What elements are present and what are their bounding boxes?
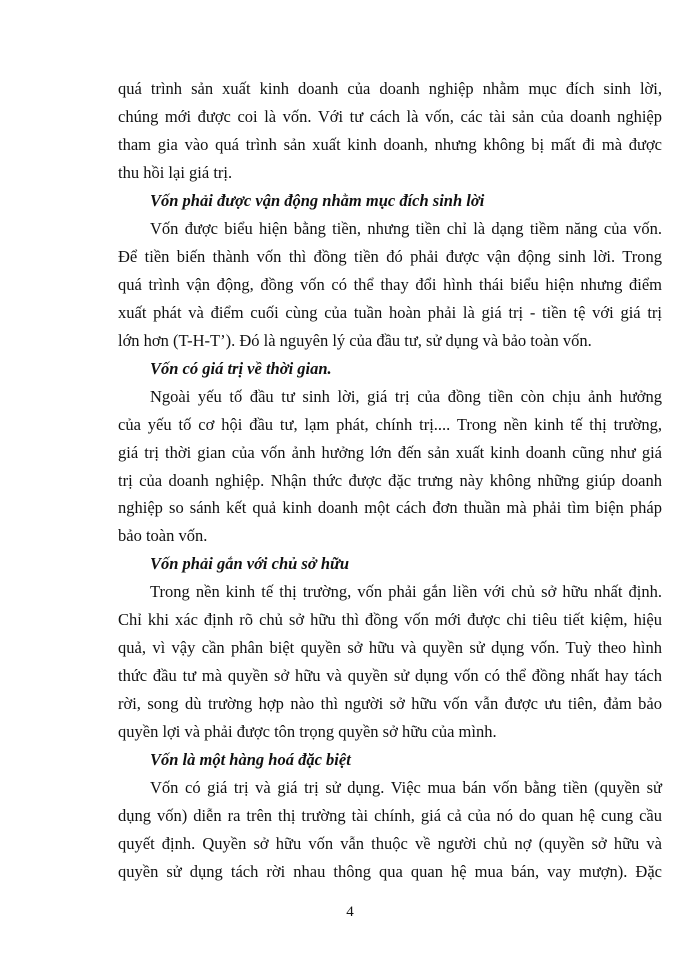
paragraph-line: thức đầu tư mà quyền sở hữu và quyền sử dụng vốn có thể đồng nhất hay tách [118,666,662,685]
section-heading: Vốn phải gắn với chủ sở hữu [150,554,350,573]
paragraph-line: quyền lợi và phải được tôn trọng quyền sở hữu của mình. [118,722,497,741]
paragraph-line: quyết định. Quyền sở hữu vốn vẫn thuộc về người chủ nợ (quyền sở hữu và [118,834,662,853]
paragraph-line: Ngoài yếu tố đầu tư sinh lời, giá trị của đồng tiền còn chịu ảnh hưởng [150,387,662,406]
page-number: 4 [346,904,354,920]
paragraph-line: chúng mới được coi là vốn. Với tư cách là vốn, các tài sản của doanh nghiệp [118,107,662,126]
paragraph-line: quá trình sản xuất kinh doanh của doanh nghiệp nhằm mục đích sinh lời, [118,79,662,98]
paragraph-line: rời, song dù trường hợp nào thì người sở hữu vốn vẫn được ưu tiên, đảm bảo [118,694,662,713]
paragraph-line: thu hồi lại giá trị. [118,163,233,182]
section-heading: Vốn có giá trị về thời gian. [150,359,332,378]
paragraph-line: Vốn được biểu hiện bằng tiền, nhưng tiền chỉ là dạng tiềm năng của vốn. [150,219,662,238]
paragraph-line: nghiệp so sánh kết quả kinh doanh một cách đơn thuần mà phải tìm biện pháp [118,498,662,517]
paragraph-line: của yếu tố cơ hội đầu tư, lạm phát, chính trị.... Trong nền kinh tế thị trường, [118,415,662,434]
paragraph-line: giá trị thời gian của vốn ảnh hưởng lớn đến sản xuất kinh doanh cũng như giá [118,443,662,462]
paragraph-line: tham gia vào quá trình sản xuất kinh doanh, nhưng không bị mất đi mà được [118,135,662,154]
paragraph-line: quá trình vận động, đồng vốn có thể thay đổi hình thái biểu hiện nhưng điểm [118,275,662,294]
paragraph-line: Vốn có giá trị và giá trị sử dụng. Việc mua bán vốn bằng tiền (quyền sử [150,778,662,797]
paragraph-line: dụng vốn) diễn ra trên thị trường tài chính, giá cả của nó do quan hệ cung cầu [118,806,662,825]
paragraph-line: xuất phát và điểm cuối cùng của tuần hoàn phải là giá trị - tiền tệ với giá trị [118,303,662,322]
paragraph-line: Chỉ khi xác định rõ chủ sở hữu thì đồng vốn mới được chi tiêu tiết kiệm, hiệu [118,610,662,629]
section-heading: Vốn là một hàng hoá đặc biệt [150,750,351,769]
paragraph-line: bảo toàn vốn. [118,526,208,545]
section-heading: Vốn phải được vận động nhằm mục đích sinh lời [150,191,485,210]
paragraph-line: Trong nền kinh tế thị trường, vốn phải gắn liền với chủ sở hữu nhất định. [150,582,662,601]
paragraph-line: lớn hơn (T-H-T’). Đó là nguyên lý của đầu tư, sử dụng và bảo toàn vốn. [118,331,592,350]
paragraph-line: Để tiền biến thành vốn thì đồng tiền đó phải được vận động sinh lời. Trong [118,247,662,266]
paragraph-line: trị của doanh nghiệp. Nhận thức được đặc trưng này không những giúp doanh [118,471,662,490]
paragraph-line: quyền sử dụng tách rời nhau thông qua quan hệ mua bán, vay mượn). Đặc [118,862,662,881]
paragraph-line: quả, vì vậy cần phân biệt quyền sở hữu và quyền sử dụng vốn. Tuỳ theo hình [118,638,662,657]
